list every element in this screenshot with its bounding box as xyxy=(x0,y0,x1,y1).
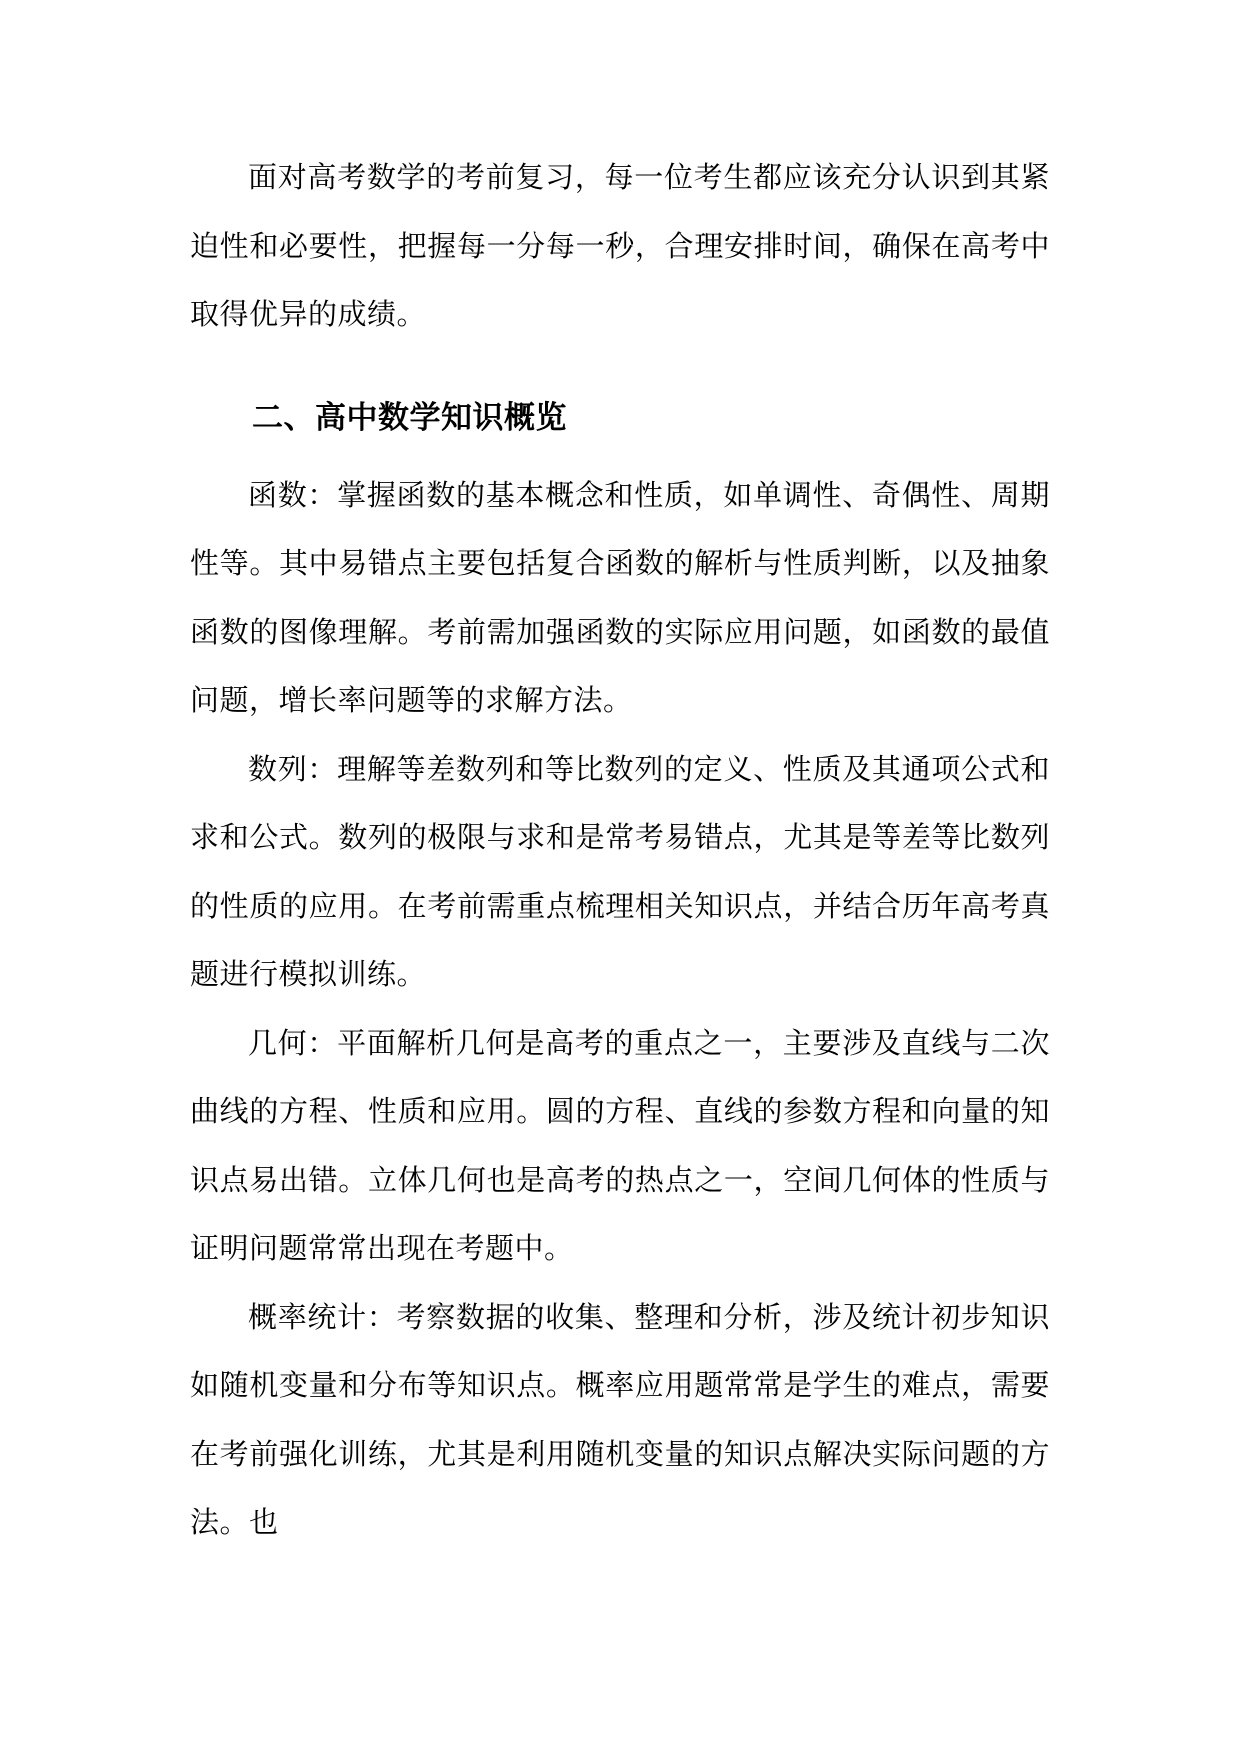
document-body xyxy=(190,143,1050,1557)
intro-paragraph: 面对高考数学的考前复习，每一位考生都应该充分认识到其紧迫性和必要性，把握每一分每一秒，合理安排时间，确保在高考中取得优异的成绩。 xyxy=(190,160,1050,331)
paragraph-probability-statistics: 概率统计：考察数据的收集、整理和分析，涉及统计初步知识如随机变量和分布等知识点。概率应用题常常是学生的难点，需要在考前强化训练，尤其是利用随机变量的知识点解决实际问题的方法。也 xyxy=(190,1299,1050,1539)
section-heading: 二、高中数学知识概览 xyxy=(252,399,567,436)
paragraph-sequences: 数列：理解等差数列和等比数列的定义、性质及其通项公式和求和公式。数列的极限与求和是常考易错点，尤其是等差等比数列的性质的应用。在考前需重点梳理相关知识点，并结合历年高考真题进行模拟训练。 xyxy=(190,751,1050,991)
paragraph-functions: 函数：掌握函数的基本概念和性质，如单调性、奇偶性、周期性等。其中易错点主要包括复合函数的解析与性质判断，以及抽象函数的图像理解。考前需加强函数的实际应用问题，如函数的最值问题，增长率问题等的求解方法。 xyxy=(190,477,1050,717)
paragraph-geometry: 几何：平面解析几何是高考的重点之一，主要涉及直线与二次曲线的方程、性质和应用。圆的方程、直线的参数方程和向量的知识点易出错。立体几何也是高考的热点之一，空间几何体的性质与证明问题常常出现在考题中。 xyxy=(190,1025,1050,1265)
